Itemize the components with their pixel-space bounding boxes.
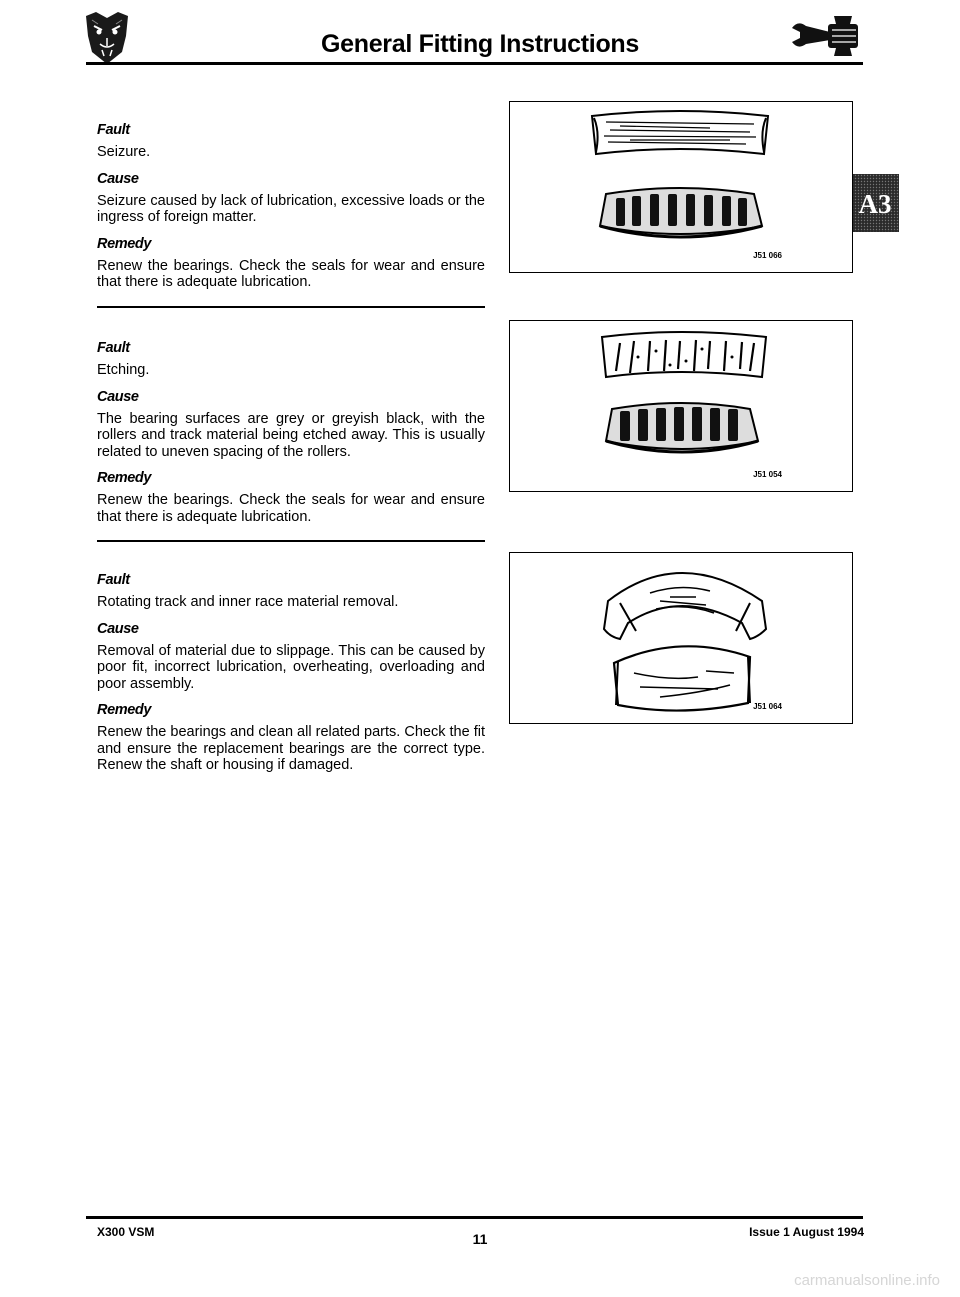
cause-text: The bearing surfaces are grey or greyish black, with the rollers and track material being etched away. This is usually related to uneven spacing of the rollers. (97, 410, 485, 460)
footer-issue-date: Issue 1 August 1994 (749, 1225, 864, 1239)
fault-label: Fault (97, 122, 130, 138)
section-tab-label: A3 (858, 189, 892, 219)
fault-text: Seizure. (97, 144, 151, 160)
fault-label: Fault (97, 572, 130, 588)
page-title: General Fitting Instructions (320, 30, 640, 58)
section-divider (97, 540, 485, 542)
wrench-tool-icon (790, 14, 864, 58)
watermark: carmanualsonline.info (794, 1272, 940, 1289)
fault-text: Etching. (97, 362, 150, 378)
figure-id: J51 064 (753, 702, 782, 711)
remedy-label: Remedy (97, 235, 152, 252)
section-etching (97, 340, 485, 535)
footer-rule (86, 1216, 863, 1219)
cause-label: Cause (97, 388, 139, 405)
cause-text: Seizure caused by lack of lubrication, excessive loads or the ingress of foreign matter. (97, 192, 485, 225)
section-seizure (97, 122, 485, 301)
footer-manual-code: X300 VSM (97, 1225, 155, 1239)
section-tab (851, 174, 899, 232)
remedy-label: Remedy (97, 470, 152, 486)
cause-label: Cause (97, 170, 139, 187)
fault-label: Fault (97, 340, 130, 356)
section-divider (97, 306, 485, 308)
header-rule (86, 62, 863, 65)
cause-label: Cause (97, 620, 139, 637)
figure-seizure (509, 101, 853, 273)
figure-etching (509, 320, 853, 492)
section-material-removal (97, 572, 485, 784)
remedy-text: Renew the bearings. Check the seals for wear and ensure that there is adequate lubrication. (97, 492, 485, 525)
figure-material-removal (509, 552, 853, 724)
figure-id: J51 054 (753, 470, 782, 479)
remedy-text: Renew the bearings. Check the seals for wear and ensure that there is adequate lubrication. (97, 257, 485, 290)
cause-text: Removal of material due to slippage. This can be caused by poor fit, incorrect lubrication, overheating, overloading and poor assembly. (97, 642, 485, 692)
page-number: 11 (472, 1231, 488, 1247)
remedy-text: Renew the bearings and clean all related parts. Check the fit and ensure the replacement bearings are the correct type. Renew the shaft or housing if damaged. (97, 724, 485, 773)
figure-id: J51 066 (753, 251, 782, 260)
fault-text: Rotating track and inner race material removal. (97, 594, 399, 610)
remedy-label: Remedy (97, 702, 152, 718)
